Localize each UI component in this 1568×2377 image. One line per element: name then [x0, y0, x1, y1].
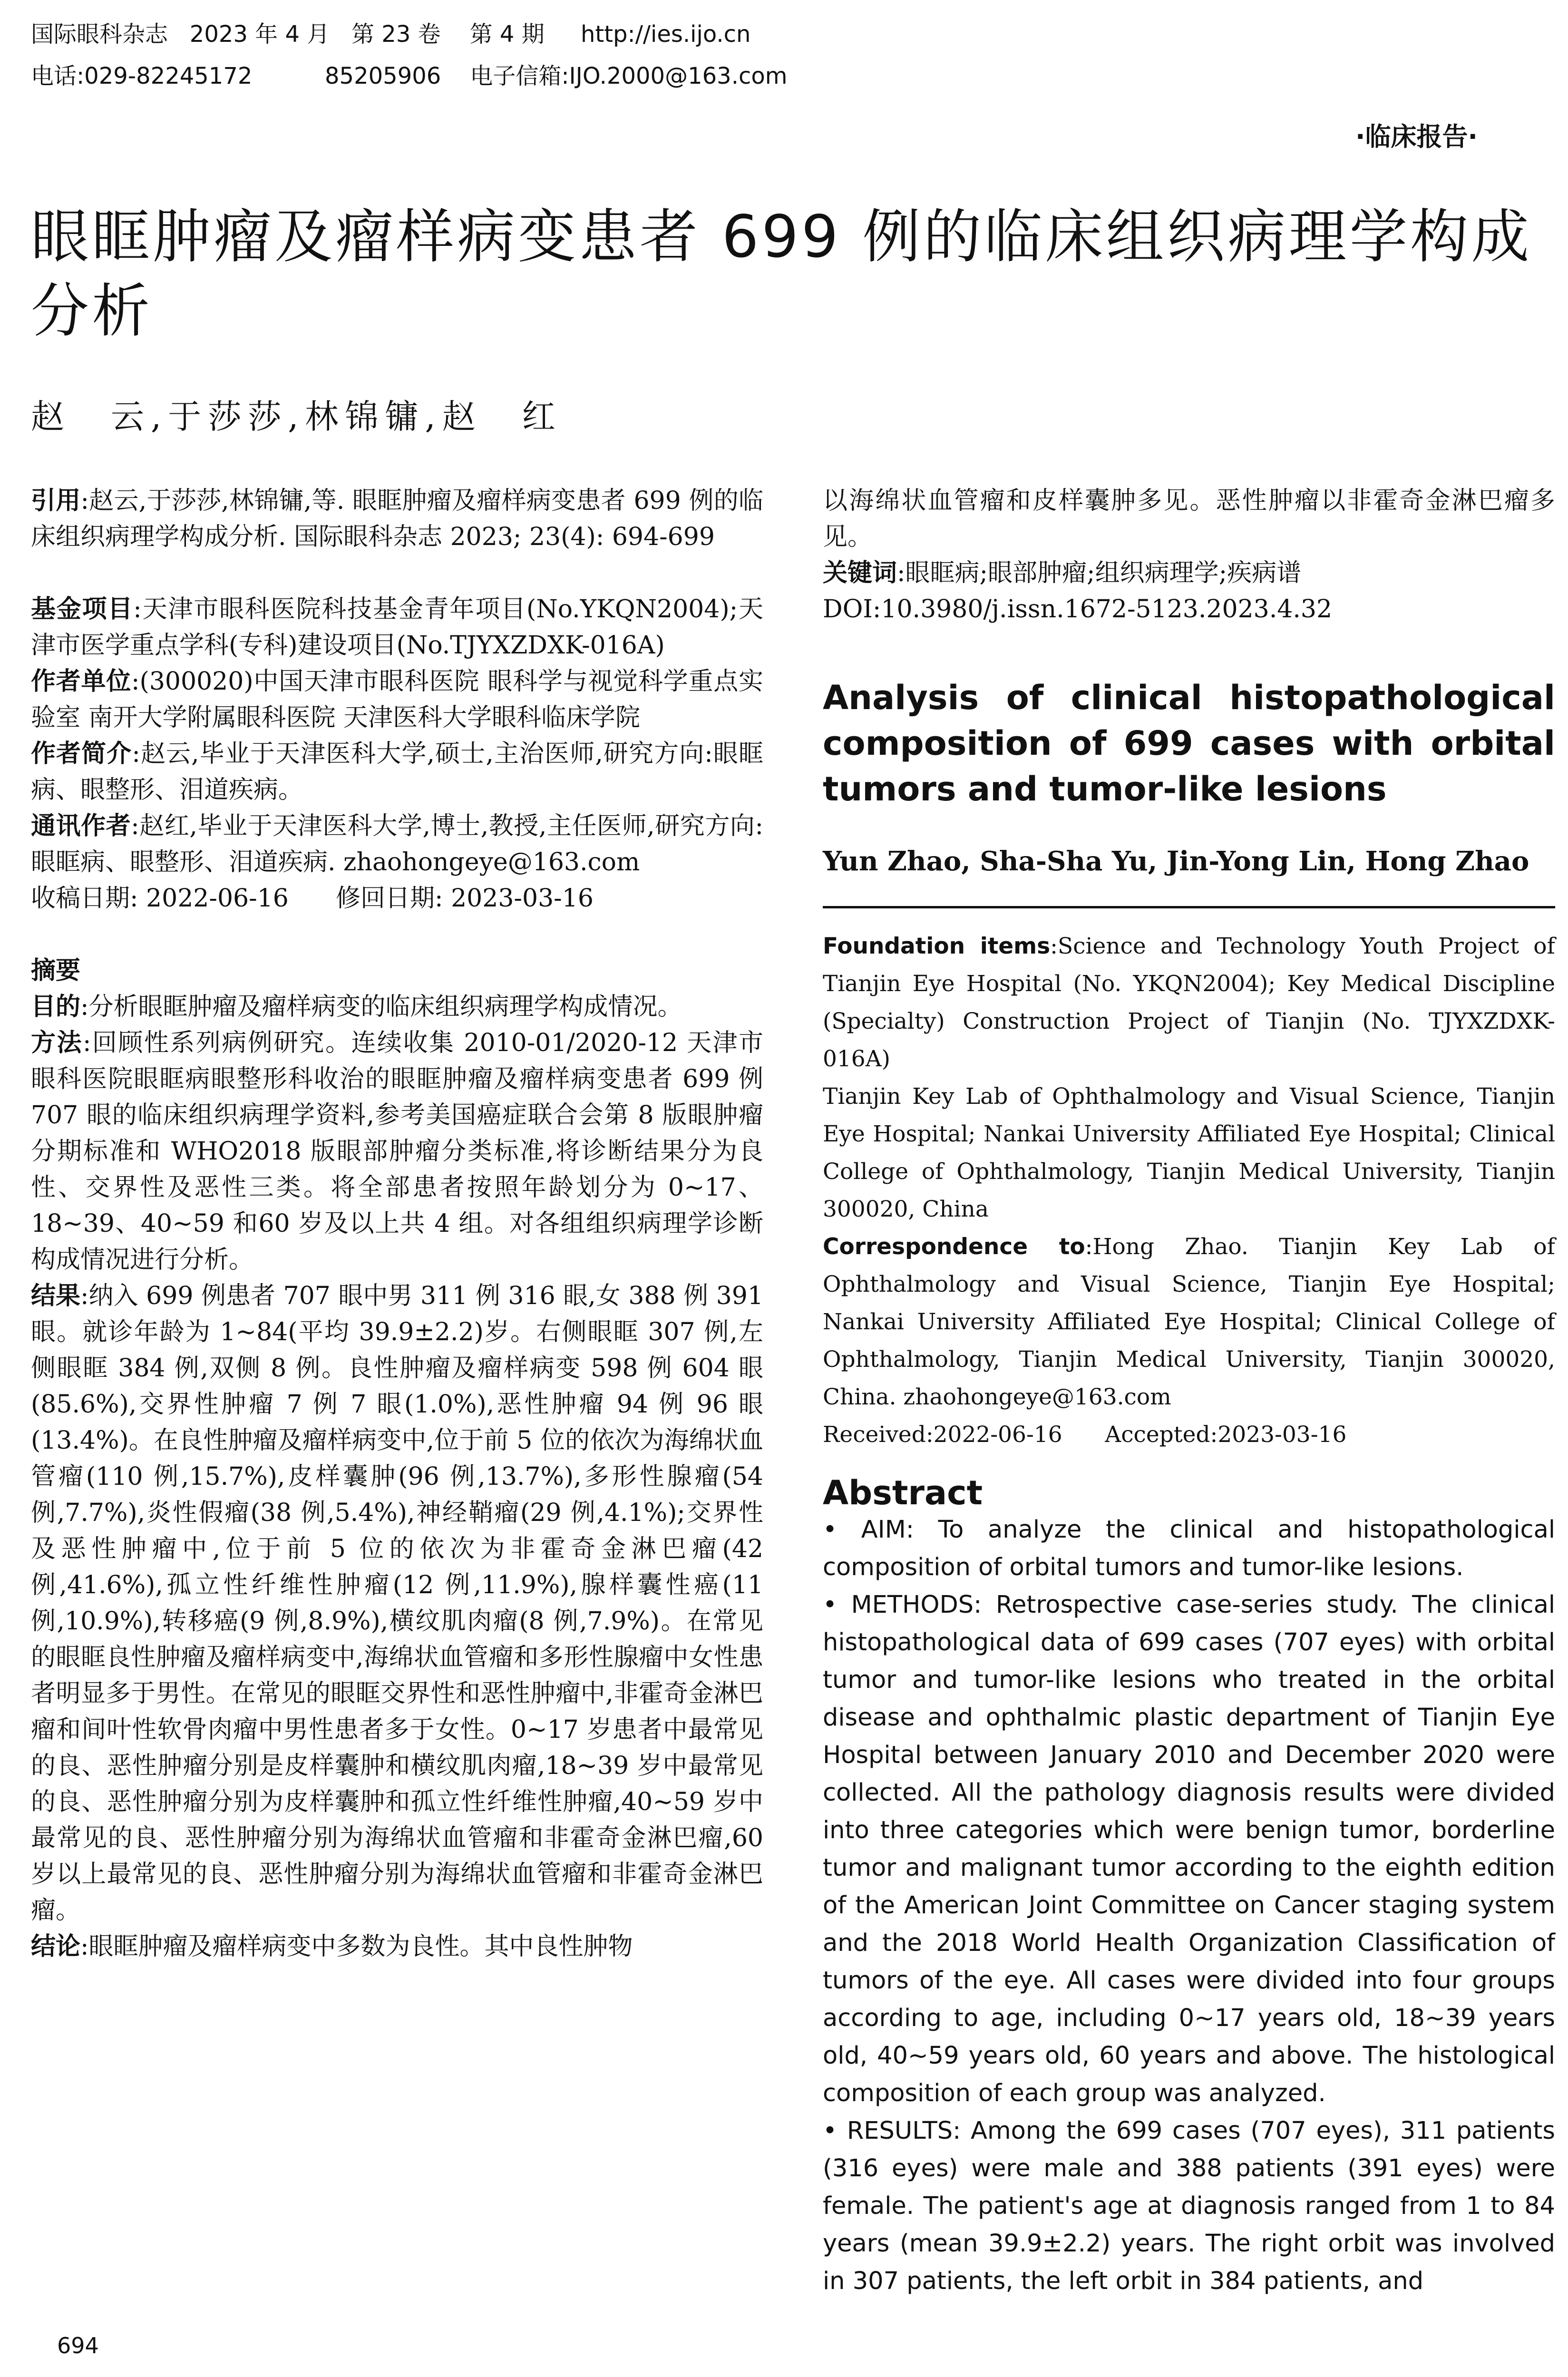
- unit-label: 作者单位: [31, 667, 132, 696]
- received-accepted: Received:2022-06-16 Accepted:2023-03-16: [823, 1422, 1347, 1448]
- right-column: [823, 483, 1555, 2300]
- conclusion-text: :眼眶肿瘤及瘤样病变中多数为良性。其中良性肿物: [80, 1932, 633, 1961]
- dates: 收稿日期: 2022-06-16 修回日期: 2023-03-16: [31, 884, 594, 913]
- fund: [31, 591, 763, 663]
- english-authors: Yun Zhao, Sha-Sha Yu, Jin-Yong Lin, Hong Zhao: [823, 846, 1529, 877]
- results-en: • RESULTS: Among the 699 cases (707 eyes), 311 patients (316 eyes) were male and 388 patients (391 eyes) were female. The patient's age at diagnosis ranged from 1 to 84 years (mean 39.9±2.2) years. The right orbit was involved in 307 patients, the left orbit in 384 patients, and: [823, 2117, 1555, 2295]
- conclusion-label: 结论: [31, 1932, 81, 1961]
- aim-cn: [31, 989, 763, 1025]
- citation-label: 引用: [31, 487, 81, 515]
- aim-text: :分析眼眶肿瘤及瘤样病变的临床组织病理学构成情况。: [80, 993, 682, 1021]
- correspondence-label: Correspondence to: [823, 1234, 1085, 1260]
- section-tag: ·临床报告·: [1355, 122, 1478, 152]
- fund-label: 基金项目: [31, 595, 134, 623]
- author-bio: [31, 736, 763, 808]
- abstract-heading-en: Abstract: [823, 1473, 983, 1512]
- results-label: 结果: [31, 1282, 81, 1310]
- foundation-items: [823, 927, 1555, 1078]
- citation: [31, 483, 763, 555]
- keywords-text: :眼眶病;眼部肿瘤;组织病理学;疾病谱: [897, 559, 1302, 587]
- aim-en: • AIM: To analyze the clinical and histopathological composition of orbital tumors and tumor-like lesions.: [823, 1516, 1555, 1581]
- author-unit: [31, 663, 763, 736]
- aim-label: 目的: [31, 993, 81, 1021]
- methods-en: • METHODS: Retrospective case-series study. The clinical histopathological data of 699 cases (707 eyes) with orbital tumor and tumor-like lesions who treated in the orbital disease and ophthalmic plastic department of Tianjin Eye Hospital between January 2010 and December 2020 were collected. All the pathology diagnosis results were divided into three categories which were benign tumor, borderline tumor and malignant tumor according to the eighth edition of the American Joint Committee on Cancer staging system and the 2018 World Health Organization Classification of tumors of the eye. All cases were divided into four groups according to age, including 0~17 years old, 18~39 years old, 40~59 years old, 60 years and above. The histological composition of each group was analyzed.: [823, 1591, 1555, 2107]
- keywords-label: 关键词: [823, 559, 897, 587]
- article-title: 眼眶肿瘤及瘤样病变患者 699 例的临床组织病理学构成分析: [31, 203, 1532, 345]
- correspondence: [823, 1228, 1555, 1416]
- journal-header-line2: 电话:029-82245172 85205906 电子信箱:IJO.2000@163.com: [31, 63, 788, 89]
- results-text: :纳入 699 例患者 707 眼中男 311 例 316 眼,女 388 例 391 眼。就诊年龄为 1~84(平均 39.9±2.2)岁。右侧眼眶 307 例,左侧眼眶 384 例,双侧 8 例。良性肿瘤及瘤样病变 598 例 604 眼(85.6%),交界性肿瘤 7 例 7 眼(1.0%),恶性肿瘤 94 例 96 眼(13.4%)。在良性肿瘤及瘤样病变中,位于前 5 位的依次为海绵状血管瘤(110 例,15.7%),皮样囊肿(96 例,13.7%),多形性腺瘤(54 例,7.7%),炎性假瘤(38 例,5.4%),神经鞘瘤(29 例,4.1%);交界性及恶性肿瘤中,位于前 5 位的依次为非霍奇金淋巴瘤(42 例,41.6%),孤立性纤维性肿瘤(12 例,11.9%),腺样囊性癌(11 例,10.9%),转移癌(9 例,8.9%),横纹肌肉瘤(8 例,7.9%)。在常见的眼眶良性肿瘤及瘤样病变中,海绵状血管瘤和多形性腺瘤中女性患者明显多于男性。在常见的眼眶交界性和恶性肿瘤中,非霍奇金淋巴瘤和间叶性软骨肉瘤中男性患者多于女性。0~17 岁患者中最常见的良、恶性肿瘤分别是皮样囊肿和横纹肌肉瘤,18~39 岁中最常见的良、恶性肿瘤分别为皮样囊肿和孤立性纤维性肿瘤,40~59 岁中最常见的良、恶性肿瘤分别为海绵状血管瘤和非霍奇金淋巴瘤,60 岁以上最常见的良、恶性肿瘤分别为海绵状血管瘤和非霍奇金淋巴瘤。: [31, 1282, 763, 1925]
- bio-label: 作者简介: [31, 740, 132, 768]
- citation-text: :赵云,于莎莎,林锦镛,等. 眼眶肿瘤及瘤样病变患者 699 例的临床组织病理学构成分析. 国际眼科杂志 2023; 23(4): 694-699: [31, 487, 763, 551]
- keywords-cn: [823, 555, 1555, 591]
- authors-cn: 赵 云,于莎莎,林锦镛,赵 红: [31, 397, 562, 436]
- fund-text: :天津市眼科医院科技基金青年项目(No.YKQN2004);天津市医学重点学科(专科)建设项目(No.TJYXZDXK-016A): [31, 595, 763, 660]
- methods-label: 方法: [31, 1029, 83, 1057]
- methods-cn: [31, 1025, 763, 1278]
- conclusion-cn-continued: 以海绵状血管瘤和皮样囊肿多见。恶性肿瘤以非霍奇金淋巴瘤多见。: [823, 487, 1555, 551]
- page-number: 694: [57, 2333, 99, 2358]
- corr-label: 通讯作者: [31, 812, 131, 840]
- corr-text: :赵红,毕业于天津医科大学,博士,教授,主任医师,研究方向:眼眶病、眼整形、泪道疾病. zhaohongeye@163.com: [31, 812, 763, 877]
- journal-header-line1: 国际眼科杂志 2023 年 4 月 第 23 卷 第 4 期 http://ies.ijo.cn: [31, 21, 751, 48]
- left-column: [31, 483, 763, 1965]
- conclusion-cn: [31, 1929, 763, 1965]
- unit-text: :(300020)中国天津市眼科医院 眼科学与视觉科学重点实验室 南开大学附属眼科医院 天津医科大学眼科临床学院: [31, 667, 763, 732]
- foundation-text: :Science and Technology Youth Project of Tianjin Eye Hospital (No. YKQN2004); Key Medical Discipline (Specialty) Construction Project of Tianjin (No. TJYXZDXK-016A): [823, 933, 1555, 1072]
- affiliation: Tianjin Key Lab of Ophthalmology and Visual Science, Tianjin Eye Hospital; Nankai University Affiliated Eye Hospital; Clinical College of Ophthalmology, Tianjin Medical University, Tianjin 300020, China: [823, 1083, 1555, 1222]
- methods-text: :回顾性系列病例研究。连续收集 2010-01/2020-12 天津市眼科医院眼眶病眼整形科收治的眼眶肿瘤及瘤样病变患者 699 例 707 眼的临床组织病理学资料,参考美国癌症联合会第 8 版眼肿瘤分期标准和 WHO2018 版眼部肿瘤分类标准,将诊断结果分为良性、交界性及恶性三类。将全部患者按照年龄划分为 0~17、18~39、40~59 和60 岁及以上共 4 组。对各组组织病理学诊断构成情况进行分析。: [31, 1029, 763, 1274]
- english-title: Analysis of clinical histopathological composition of 699 cases with orbital tumors and tumor-like lesions: [823, 678, 1555, 809]
- correspondence-text: :Hong Zhao. Tianjin Key Lab of Ophthalmology and Visual Science, Tianjin Eye Hospital; Nankai University Affiliated Eye Hospital; Clinical College of Ophthalmology, Tianjin Medical University, Tianjin 300020, China. zhaohongeye@163.com: [823, 1234, 1555, 1410]
- abstract-heading-cn: 摘要: [31, 956, 81, 985]
- corresponding-author: [31, 808, 763, 880]
- bio-text: :赵云,毕业于天津医科大学,硕士,主治医师,研究方向:眼眶病、眼整形、泪道疾病。: [31, 740, 763, 804]
- doi: DOI:10.3980/j.issn.1672-5123.2023.4.32: [823, 595, 1333, 623]
- results-cn: [31, 1278, 763, 1929]
- foundation-label: Foundation items: [823, 933, 1051, 959]
